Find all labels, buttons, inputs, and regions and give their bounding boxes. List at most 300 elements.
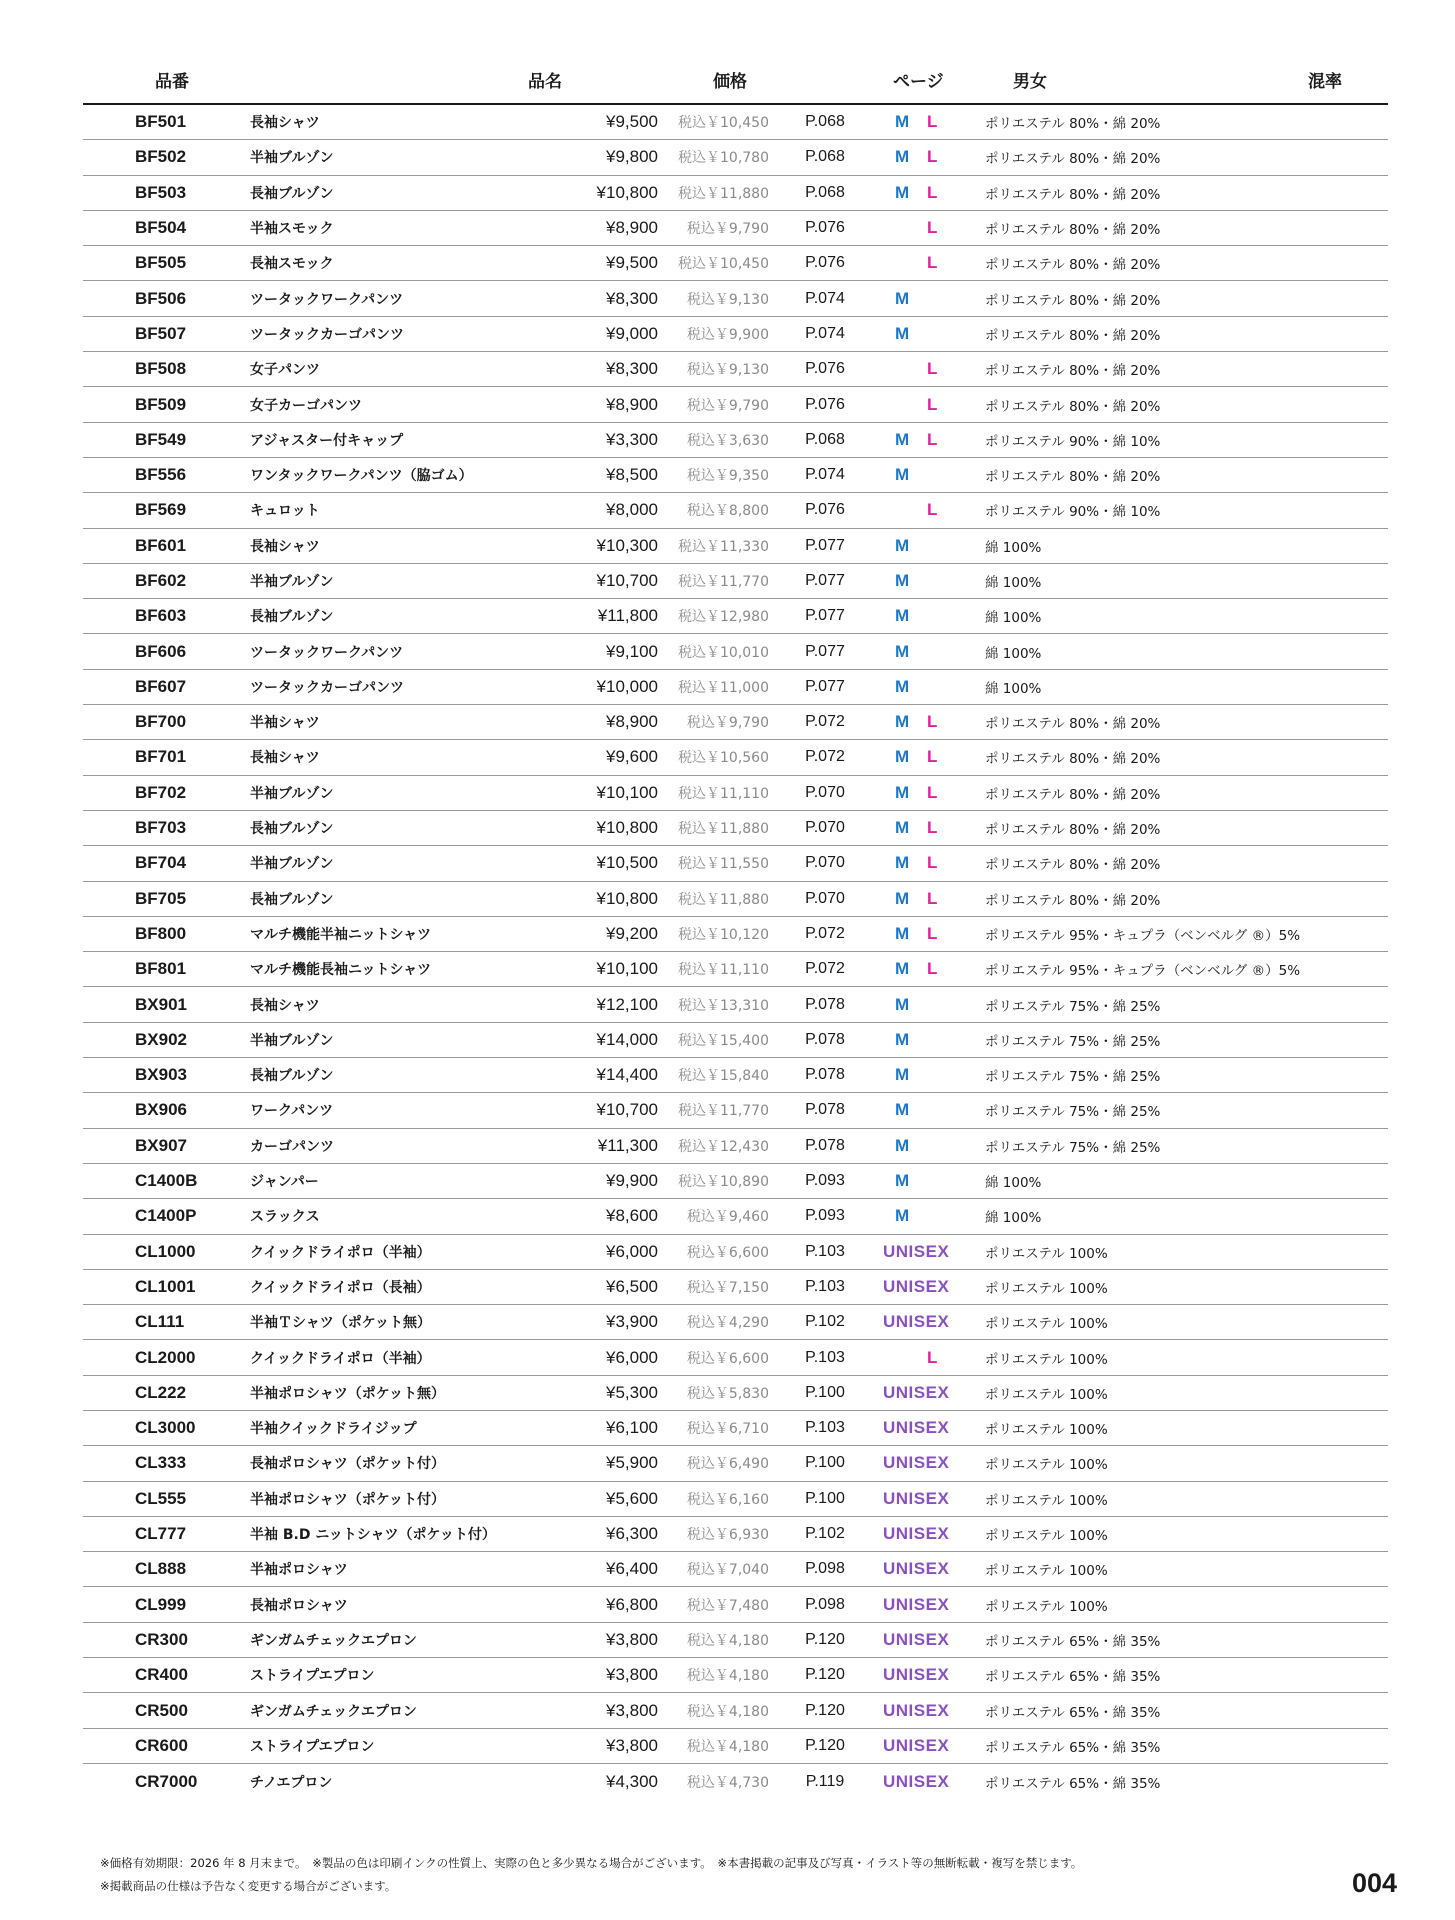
product-page: P.100 xyxy=(805,1489,845,1507)
gender-men-mark: M xyxy=(895,1065,910,1085)
product-price-tax: 税込￥15,400 xyxy=(678,1032,769,1049)
product-blend: ポリエステル 90%・綿 10% xyxy=(985,504,1161,521)
product-code: BF603 xyxy=(135,606,187,626)
product-price-tax: 税込￥11,880 xyxy=(678,821,769,838)
product-gender xyxy=(875,705,965,739)
product-gender xyxy=(875,917,965,951)
product-name: ストライプエプロン xyxy=(250,1668,375,1685)
header-gender: 男女 xyxy=(1013,71,1047,92)
product-blend: ポリエステル 80%・綿 20% xyxy=(985,786,1161,803)
product-blend: 綿 100% xyxy=(985,575,1042,591)
product-name: 長袖スモック xyxy=(250,256,334,273)
product-name: 女子パンツ xyxy=(250,362,320,379)
product-page: P.070 xyxy=(805,854,845,872)
product-price: ¥9,000 xyxy=(606,323,658,343)
gender-men-mark: M xyxy=(895,959,910,979)
product-page: P.078 xyxy=(805,1030,845,1048)
product-price: ¥9,800 xyxy=(606,147,658,167)
product-blend: ポリエステル 95%・キュプラ（ベンベルグ ®）5% xyxy=(985,963,1301,980)
product-name: チノエプロン xyxy=(250,1774,333,1791)
product-blend: ポリエステル 80%・綿 20% xyxy=(985,716,1161,733)
product-table xyxy=(83,55,1388,1799)
table-row xyxy=(83,105,1388,140)
product-gender xyxy=(875,1129,965,1163)
gender-women-mark: L xyxy=(927,712,938,732)
header-price: 価格 xyxy=(713,71,747,92)
gender-unisex-mark: UNISEX xyxy=(883,1594,950,1614)
product-price-tax: 税込￥10,450 xyxy=(678,256,769,273)
product-price: ¥6,500 xyxy=(606,1276,658,1296)
product-code: BF501 xyxy=(135,112,187,132)
table-row xyxy=(83,387,1388,422)
product-blend: ポリエステル 80%・綿 20% xyxy=(985,398,1161,415)
product-name: スラックス xyxy=(250,1209,320,1226)
gender-men-mark: M xyxy=(895,818,910,838)
product-page: P.078 xyxy=(805,1101,845,1119)
product-page: P.077 xyxy=(805,607,845,625)
product-code: BX901 xyxy=(135,994,187,1014)
product-page: P.068 xyxy=(805,113,845,131)
product-gender xyxy=(875,670,965,704)
table-row xyxy=(83,1693,1388,1728)
gender-men-mark: M xyxy=(895,747,910,767)
product-name: クイックドライポロ（長袖） xyxy=(250,1279,431,1296)
product-price: ¥6,000 xyxy=(606,1241,658,1261)
product-page: P.119 xyxy=(805,1772,845,1790)
product-price-tax: 税込￥12,430 xyxy=(678,1138,769,1155)
product-gender xyxy=(875,1270,965,1304)
product-price: ¥3,800 xyxy=(606,1700,658,1720)
product-price-tax: 税込￥9,790 xyxy=(686,715,769,732)
product-price: ¥3,800 xyxy=(606,1629,658,1649)
product-name: 長袖ブルゾン xyxy=(250,1068,334,1085)
product-name: 長袖ブルゾン xyxy=(250,609,334,626)
table-row xyxy=(83,1482,1388,1517)
product-price-tax: 税込￥7,040 xyxy=(686,1562,769,1579)
table-row xyxy=(83,1376,1388,1411)
product-price: ¥8,900 xyxy=(606,712,658,732)
product-price: ¥9,200 xyxy=(606,923,658,943)
gender-unisex-mark: UNISEX xyxy=(883,1488,950,1508)
product-page: P.103 xyxy=(805,1277,845,1295)
product-gender xyxy=(875,1164,965,1198)
product-name: 半袖スモック xyxy=(250,221,334,238)
product-code: BF503 xyxy=(135,182,187,202)
table-row xyxy=(83,458,1388,493)
product-code: BF549 xyxy=(135,429,187,449)
product-blend: ポリエステル 100% xyxy=(985,1598,1108,1615)
product-gender xyxy=(875,776,965,810)
table-row xyxy=(83,634,1388,669)
product-page: P.072 xyxy=(805,748,845,766)
table-row xyxy=(83,281,1388,316)
product-code: CL2000 xyxy=(135,1347,196,1367)
product-price-tax: 税込￥13,310 xyxy=(678,997,769,1014)
product-name: 半袖ブルゾン xyxy=(250,856,334,873)
gender-men-mark: M xyxy=(895,571,910,590)
gender-unisex-mark: UNISEX xyxy=(883,1524,950,1544)
table-row xyxy=(83,599,1388,634)
product-blend: ポリエステル 80%・綿 20% xyxy=(985,822,1161,839)
table-row xyxy=(83,740,1388,775)
table-row xyxy=(83,776,1388,811)
table-row xyxy=(83,1340,1388,1375)
product-name: 長袖シャツ xyxy=(250,750,320,767)
product-blend: ポリエステル 100% xyxy=(985,1528,1108,1545)
product-price: ¥6,100 xyxy=(606,1418,658,1438)
product-blend: ポリエステル 75%・綿 25% xyxy=(985,1104,1161,1121)
product-price-tax: 税込￥9,350 xyxy=(686,468,769,485)
product-page: P.102 xyxy=(805,1525,845,1543)
product-page: P.076 xyxy=(805,501,845,519)
product-code: BF506 xyxy=(135,288,187,308)
gender-women-mark: L xyxy=(927,500,938,520)
product-gender xyxy=(875,529,965,563)
product-page: P.120 xyxy=(805,1701,845,1719)
product-gender xyxy=(875,952,965,986)
product-code: CL222 xyxy=(135,1382,187,1402)
gender-men-mark: M xyxy=(895,606,910,626)
product-price: ¥11,800 xyxy=(597,606,658,626)
gender-unisex-mark: UNISEX xyxy=(883,1276,950,1296)
product-code: BF507 xyxy=(135,323,187,343)
product-price-tax: 税込￥10,450 xyxy=(678,115,769,132)
table-row xyxy=(83,952,1388,987)
gender-women-mark: L xyxy=(927,782,938,802)
product-page: P.068 xyxy=(805,430,845,448)
product-name: 長袖シャツ xyxy=(250,538,320,555)
product-price: ¥9,600 xyxy=(606,747,658,767)
gender-unisex-mark: UNISEX xyxy=(883,1771,950,1791)
header-name: 品名 xyxy=(528,71,562,92)
product-code: CL777 xyxy=(135,1524,187,1544)
product-gender xyxy=(875,1023,965,1057)
product-gender xyxy=(875,1058,965,1092)
product-code: BF606 xyxy=(135,641,187,661)
table-row xyxy=(83,1517,1388,1552)
product-page: P.070 xyxy=(805,889,845,907)
product-price-tax: 税込￥9,790 xyxy=(686,221,769,238)
gender-unisex-mark: UNISEX xyxy=(883,1735,950,1755)
product-price: ¥6,000 xyxy=(606,1347,658,1367)
product-code: BF704 xyxy=(135,853,187,873)
table-row xyxy=(83,211,1388,246)
product-blend: 綿 100% xyxy=(985,539,1042,556)
product-price-tax: 税込￥3,630 xyxy=(686,432,769,449)
gender-unisex-mark: UNISEX xyxy=(883,1700,950,1720)
product-code: BX907 xyxy=(135,1135,187,1155)
product-page: P.120 xyxy=(805,1666,845,1684)
product-price: ¥5,900 xyxy=(606,1453,658,1473)
product-price: ¥10,100 xyxy=(596,782,658,802)
gender-men-mark: M xyxy=(895,535,910,555)
product-code: BF602 xyxy=(135,571,187,590)
gender-men-mark: M xyxy=(895,465,910,485)
product-price-tax: 税込￥11,550 xyxy=(678,856,769,873)
product-code: CL3000 xyxy=(135,1418,196,1438)
product-page: P.070 xyxy=(805,819,845,837)
table-row xyxy=(83,423,1388,458)
product-gender xyxy=(875,176,965,210)
product-name: ツータックカーゴパンツ xyxy=(250,326,404,343)
product-price: ¥14,400 xyxy=(596,1065,658,1085)
product-price: ¥9,500 xyxy=(606,112,658,132)
product-name: ジャンパー xyxy=(250,1174,319,1191)
table-row xyxy=(83,1729,1388,1764)
product-price-tax: 税込￥6,710 xyxy=(686,1421,769,1438)
product-price: ¥9,500 xyxy=(606,253,658,273)
product-gender xyxy=(875,1517,965,1551)
product-page: P.076 xyxy=(805,395,845,413)
gender-men-mark: M xyxy=(895,323,910,343)
table-row xyxy=(83,246,1388,281)
product-price: ¥10,700 xyxy=(596,571,658,590)
product-price-tax: 税込￥11,770 xyxy=(678,574,769,590)
product-gender xyxy=(875,564,965,598)
product-price-tax: 税込￥9,900 xyxy=(686,326,769,343)
product-price: ¥8,900 xyxy=(606,394,658,414)
product-blend: ポリエステル 75%・綿 25% xyxy=(985,998,1161,1015)
product-name: マルチ機能半袖ニットシャツ xyxy=(250,926,432,943)
product-page: P.077 xyxy=(805,642,845,660)
product-page: P.102 xyxy=(805,1313,845,1331)
table-row xyxy=(83,670,1388,705)
gender-unisex-mark: UNISEX xyxy=(883,1241,950,1261)
product-code: C1400B xyxy=(135,1171,198,1191)
product-gender xyxy=(875,1587,965,1621)
gender-women-mark: L xyxy=(927,747,938,767)
table-row xyxy=(83,1623,1388,1658)
product-price-tax: 税込￥4,180 xyxy=(686,1668,769,1685)
product-price: ¥6,400 xyxy=(606,1559,658,1579)
gender-men-mark: M xyxy=(895,923,910,943)
product-blend: ポリエステル 80%・綿 20% xyxy=(985,222,1161,239)
product-code: BX902 xyxy=(135,1029,187,1049)
product-name: 半袖ポロシャツ（ポケット付） xyxy=(250,1491,446,1508)
table-row xyxy=(83,987,1388,1022)
product-gender xyxy=(875,846,965,880)
product-code: BF703 xyxy=(135,818,187,838)
product-price: ¥6,300 xyxy=(606,1524,658,1544)
gender-men-mark: M xyxy=(895,782,910,802)
gender-women-mark: L xyxy=(927,959,938,979)
product-blend: ポリエステル 100% xyxy=(985,1245,1108,1262)
product-name: ギンガムチェックエプロン xyxy=(250,1703,417,1720)
product-gender xyxy=(875,211,965,245)
gender-men-mark: M xyxy=(895,1100,910,1120)
product-price: ¥11,300 xyxy=(597,1135,658,1155)
product-blend: ポリエステル 80%・綿 20% xyxy=(985,363,1161,380)
table-row xyxy=(83,1658,1388,1693)
product-gender xyxy=(875,493,965,527)
product-price-tax: 税込￥6,600 xyxy=(686,1350,769,1367)
gender-unisex-mark: UNISEX xyxy=(883,1665,950,1685)
product-price: ¥10,800 xyxy=(596,818,658,838)
product-page: P.100 xyxy=(805,1383,845,1401)
product-code: BF700 xyxy=(135,712,187,732)
product-code: BF508 xyxy=(135,359,187,379)
product-gender xyxy=(875,740,965,774)
product-blend: ポリエステル 100% xyxy=(985,1422,1108,1439)
product-page: P.070 xyxy=(805,783,845,801)
product-code: CR600 xyxy=(135,1735,188,1755)
product-price: ¥10,800 xyxy=(596,888,658,908)
product-code: CL333 xyxy=(135,1453,187,1473)
product-page: P.077 xyxy=(805,572,845,589)
product-code: CL1001 xyxy=(135,1276,196,1296)
product-price-tax: 税込￥6,600 xyxy=(686,1244,769,1261)
product-price: ¥5,600 xyxy=(606,1488,658,1508)
product-gender xyxy=(875,634,965,668)
table-row xyxy=(83,352,1388,387)
gender-women-mark: L xyxy=(927,429,938,449)
product-code: BF504 xyxy=(135,218,187,238)
product-code: CR500 xyxy=(135,1700,188,1720)
product-name: 半袖ブルゾン xyxy=(250,785,334,802)
footer-note-1: ※価格有効期限：2026 年 8 月末まで。 ※製品の色は印刷インクの性質上、実際の色と多少異なる場合がございます。 ※本書掲載の記事及び写真・イラスト等の無断転載・複写を禁じます。 xyxy=(100,1856,1083,1870)
page-number: 004 xyxy=(1351,1868,1397,1898)
gender-men-mark: M xyxy=(895,182,910,202)
table-row xyxy=(83,811,1388,846)
product-name: 半袖ブルゾン xyxy=(250,150,334,167)
product-blend: ポリエステル 80%・綿 20% xyxy=(985,292,1161,309)
product-blend: 綿 100% xyxy=(985,1175,1042,1192)
gender-women-mark: L xyxy=(927,394,938,414)
product-price-tax: 税込￥4,730 xyxy=(686,1774,769,1791)
table-row xyxy=(83,1764,1388,1799)
product-page: P.074 xyxy=(805,324,845,342)
product-name: 長袖ポロシャツ xyxy=(250,1597,348,1614)
product-price: ¥8,600 xyxy=(606,1206,658,1226)
product-gender xyxy=(875,1693,965,1727)
product-price: ¥10,000 xyxy=(596,676,658,696)
product-page: P.072 xyxy=(805,924,845,942)
product-name: 長袖ブルゾン xyxy=(250,185,334,202)
gender-women-mark: L xyxy=(927,853,938,873)
product-page: P.120 xyxy=(805,1630,845,1648)
table-row xyxy=(83,1199,1388,1234)
product-blend: ポリエステル 100% xyxy=(985,1457,1108,1474)
product-blend: ポリエステル 80%・綿 20% xyxy=(985,186,1161,203)
gender-women-mark: L xyxy=(927,1347,938,1367)
product-blend: ポリエステル 80%・綿 20% xyxy=(985,857,1161,874)
product-name: ワークパンツ xyxy=(250,1103,334,1120)
product-name: 長袖シャツ xyxy=(250,115,320,132)
gender-men-mark: M xyxy=(895,1171,910,1191)
product-price-tax: 税込￥10,560 xyxy=(678,750,769,767)
product-price-tax: 税込￥15,840 xyxy=(678,1068,769,1085)
table-row xyxy=(83,846,1388,881)
product-blend: ポリエステル 65%・綿 35% xyxy=(985,1669,1161,1686)
product-blend: ポリエステル 90%・綿 10% xyxy=(985,433,1161,450)
gender-women-mark: L xyxy=(927,218,938,238)
product-page: P.078 xyxy=(805,1066,845,1084)
product-price-tax: 税込￥11,110 xyxy=(678,962,769,979)
product-code: CL999 xyxy=(135,1594,187,1614)
table-row xyxy=(83,493,1388,528)
product-price: ¥3,900 xyxy=(606,1312,658,1332)
product-name: 長袖ブルゾン xyxy=(250,821,334,838)
product-blend: ポリエステル 80%・綿 20% xyxy=(985,892,1161,909)
product-code: BF601 xyxy=(135,535,187,555)
product-name: 女子カーゴパンツ xyxy=(250,397,362,414)
product-code: BF502 xyxy=(135,147,187,167)
header-blend: 混率 xyxy=(1308,71,1342,92)
product-code: BF705 xyxy=(135,888,187,908)
product-blend: ポリエステル 80%・綿 20% xyxy=(985,116,1161,133)
product-price: ¥10,700 xyxy=(596,1100,658,1120)
product-price-tax: 税込￥4,180 xyxy=(686,1738,769,1755)
product-price: ¥10,800 xyxy=(596,182,658,202)
product-code: BF701 xyxy=(135,747,187,767)
product-code: CR400 xyxy=(135,1665,188,1685)
product-page: P.093 xyxy=(805,1207,845,1225)
product-code: BF556 xyxy=(135,465,187,485)
product-price: ¥10,300 xyxy=(596,535,658,555)
gender-unisex-mark: UNISEX xyxy=(883,1559,950,1579)
product-price-tax: 税込￥6,160 xyxy=(686,1491,769,1508)
product-name: ワンタックワークパンツ（脇ゴム） xyxy=(250,468,473,485)
product-gender xyxy=(875,423,965,457)
product-price-tax: 税込￥10,120 xyxy=(678,926,769,943)
product-gender xyxy=(875,1623,965,1657)
product-page: P.074 xyxy=(805,289,845,307)
product-price: ¥10,500 xyxy=(596,853,658,873)
product-gender xyxy=(875,1729,965,1763)
product-gender xyxy=(875,352,965,386)
product-price-tax: 税込￥11,000 xyxy=(678,679,769,696)
product-blend: ポリエステル 80%・綿 20% xyxy=(985,327,1161,344)
product-code: BF800 xyxy=(135,923,187,943)
gender-men-mark: M xyxy=(895,641,910,661)
gender-men-mark: M xyxy=(895,853,910,873)
product-price: ¥4,300 xyxy=(606,1771,658,1791)
product-name: 半袖ブルゾン xyxy=(250,574,334,590)
product-blend: ポリエステル 80%・綿 20% xyxy=(985,151,1161,168)
gender-men-mark: M xyxy=(895,147,910,167)
product-blend: ポリエステル 75%・綿 25% xyxy=(985,1069,1161,1086)
gender-men-mark: M xyxy=(895,676,910,696)
product-gender xyxy=(875,1411,965,1445)
product-page: P.076 xyxy=(805,254,845,272)
product-blend: ポリエステル 95%・キュプラ（ベンベルグ ®）5% xyxy=(985,927,1301,944)
gender-women-mark: L xyxy=(927,147,938,167)
product-name: ツータックワークパンツ xyxy=(250,291,404,308)
gender-women-mark: L xyxy=(927,923,938,943)
table-row xyxy=(83,1305,1388,1340)
table-row xyxy=(83,1411,1388,1446)
product-gender xyxy=(875,387,965,421)
product-gender xyxy=(875,281,965,315)
product-blend: ポリエステル 100% xyxy=(985,1351,1108,1368)
product-name: 半袖 B.D ニットシャツ（ポケット付） xyxy=(250,1527,496,1544)
gender-men-mark: M xyxy=(895,112,910,132)
table-row xyxy=(83,1446,1388,1481)
product-page: P.103 xyxy=(805,1242,845,1260)
product-name: マルチ機能長袖ニットシャツ xyxy=(250,962,432,979)
product-price-tax: 税込￥6,490 xyxy=(686,1456,769,1473)
product-gender xyxy=(875,811,965,845)
product-code: BF607 xyxy=(135,676,187,696)
product-code: CR7000 xyxy=(135,1771,198,1791)
product-price-tax: 税込￥9,460 xyxy=(686,1209,769,1226)
gender-women-mark: L xyxy=(927,182,938,202)
product-code: BF702 xyxy=(135,782,187,802)
product-page: P.103 xyxy=(805,1419,845,1437)
product-price: ¥8,900 xyxy=(606,218,658,238)
product-price-tax: 税込￥11,330 xyxy=(678,538,769,555)
product-gender xyxy=(875,1235,965,1269)
